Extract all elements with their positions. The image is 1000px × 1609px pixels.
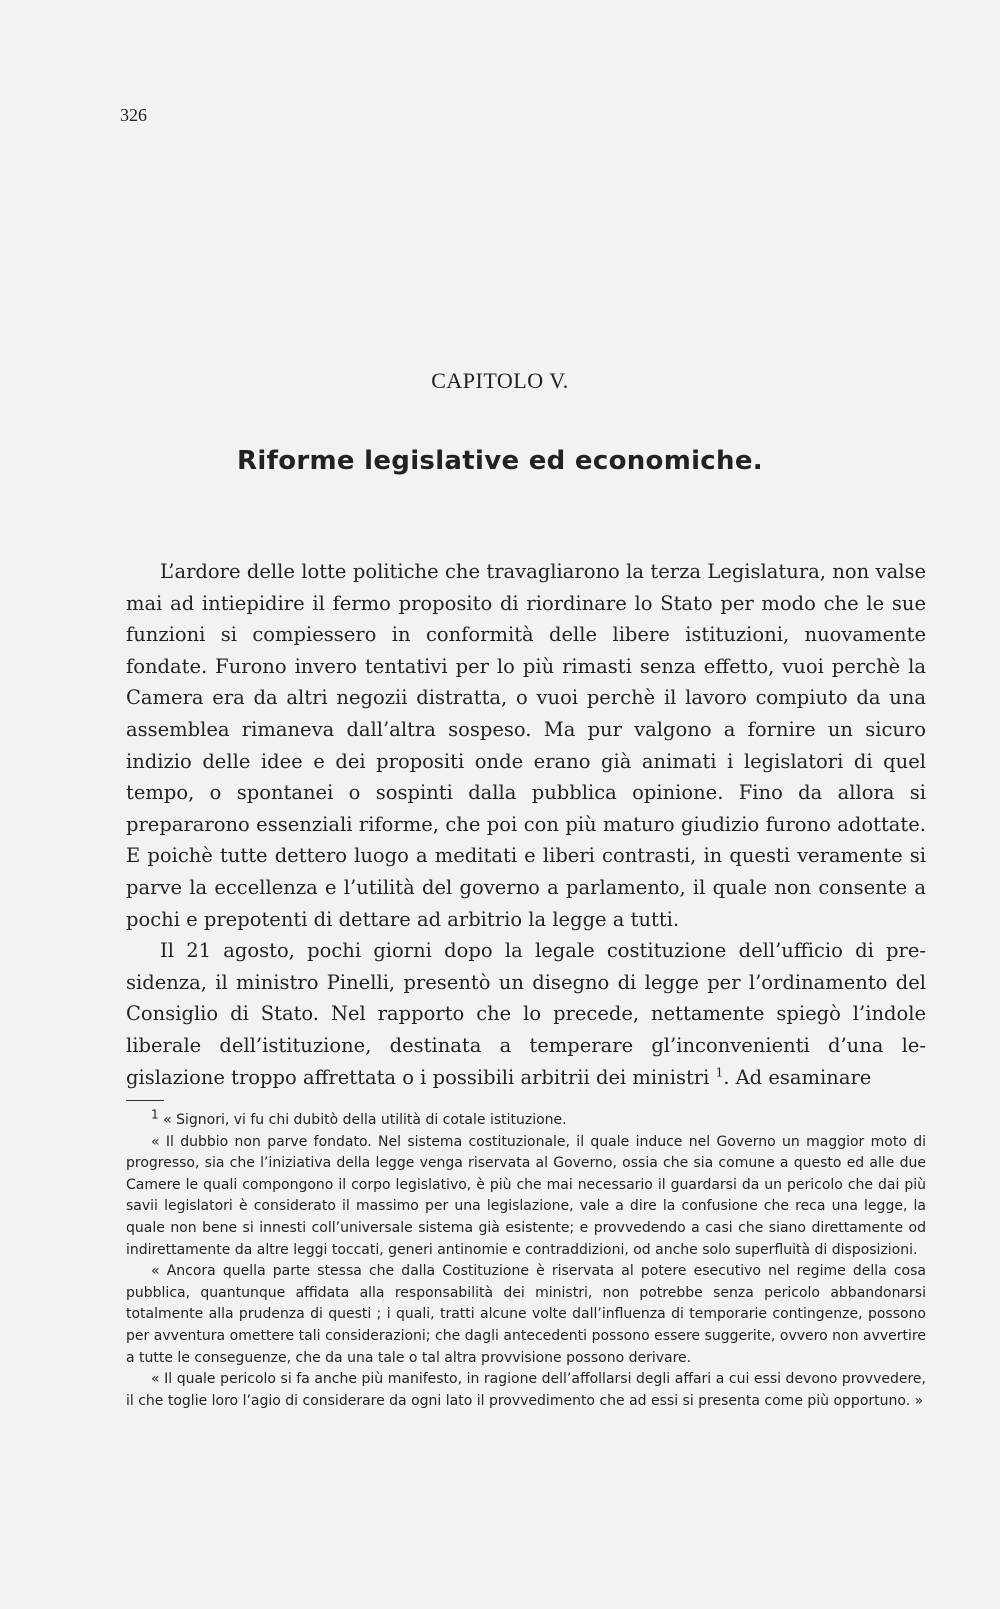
paragraph-1: L’ardore delle lotte politiche che travagliarono la terza Legislatura, non valse mai ad intiepidire il fermo proposito di riordinare lo Stato per modo che le sue funzioni si compiessero in conformità delle libere istituzioni, nuovamente fondate. Furono invero tentativi per lo più rimasti senza effetto, vuoi perchè la Camera era da altri negozii distratta, o vuoi perchè il lavoro compiuto da una assemblea rimaneva dall’altra sospeso. Ma pur valgono a fornire un sicuro indizio delle idee e dei propositi onde erano già animati i legislatori di quel tempo, o spontanei o sospinti dalla pubblica opinione. Fino da allora si prepararono essenziali riforme, che poi con più maturo giudizio furono adottate. E poichè tutte dettero luogo a meditati e liberi contrasti, in questi veramente si parve la eccellenza e l’utilità del governo a parlamento, il quale non consente a pochi e prepotenti di dettare ad arbitrio la legge a tutti. — [126, 560, 926, 931]
footnote-marker: 1 — [151, 1107, 159, 1122]
footnotes — [126, 1107, 926, 1412]
footnote-2: « Il dubbio non parve fondato. Nel sistema costituzionale, il quale induce nel Governo un maggior moto di progresso, sia che l’iniziativa della legge venga riservata al Governo, ossia che sia comune a questo ed alle due Camere le quali compongono il corpo legislativo, è più che mai necessario il guardarsi da un pericolo che dai più savii legislatori è considerato il massimo per una legislazione, vale a dire la confusione che reca una legge, la quale non bene si innesti coll’universale sistema già esistente; e provvedendo a casi che siano direttamente od indirettamente da altre leggi toccati, generi antinomie e contraddizioni, od anche solo superfluità di disposizioni. — [126, 1133, 926, 1258]
body-text — [126, 556, 926, 1093]
footnote-4: « Il quale pericolo si fa anche più manifesto, in ragione dell’affollarsi degli affari a cui essi devono provvedere, il che toglie loro l’agio di considerare da ogni lato il provvedimento che ad essi si presenta come più opportuno. » — [126, 1371, 926, 1409]
footnote-3: « Ancora quella parte stessa che dalla Costituzione è riservata al potere esecutivo nel regime della cosa pubblica, quantunque affidata alla responsabilità dei ministri, non potrebbe senza pericolo abbandonarsi totalmente alla prudenza di questi ; i quali, tratti alcune volte dall’influenza di temporarie contingenze, possono per avventura omettere tali considerazioni; che dagli antecedenti possono essere suggerite, ovvero non avvertire a tutte le conseguenze, che da una tale o tal altra provvisione possono derivare. — [126, 1263, 926, 1366]
chapter-title: Riforme legislative ed economiche. — [237, 446, 763, 476]
chapter-heading: CAPITOLO V. — [431, 368, 569, 393]
paragraph-2-text: Il 21 agosto, pochi giorni dopo la legale costituzione dell’ufficio di presidenza, il ministro Pinelli, presentò un disegno di legge per l’ordinamento del Consiglio di Stato. Nel rapporto che lo precede, nettamente spiegò l’indole liberale dell’istituzione, destinata a temperare gl’inconvenienti d’una legislazione troppo affrettata o i possibili arbitrii dei ministri — [126, 939, 926, 1089]
footnote-reference: 1 — [715, 1065, 724, 1079]
footnote-divider — [126, 1100, 164, 1101]
paragraph-2-end: . Ad esaminare — [723, 1065, 872, 1089]
paragraph-2 — [126, 935, 926, 1093]
footnote-1-text: « Signori, vi fu chi dubitò della utilità di cotale istituzione. — [163, 1112, 567, 1128]
page-number: 326 — [120, 105, 147, 125]
footnote-1 — [126, 1107, 926, 1132]
